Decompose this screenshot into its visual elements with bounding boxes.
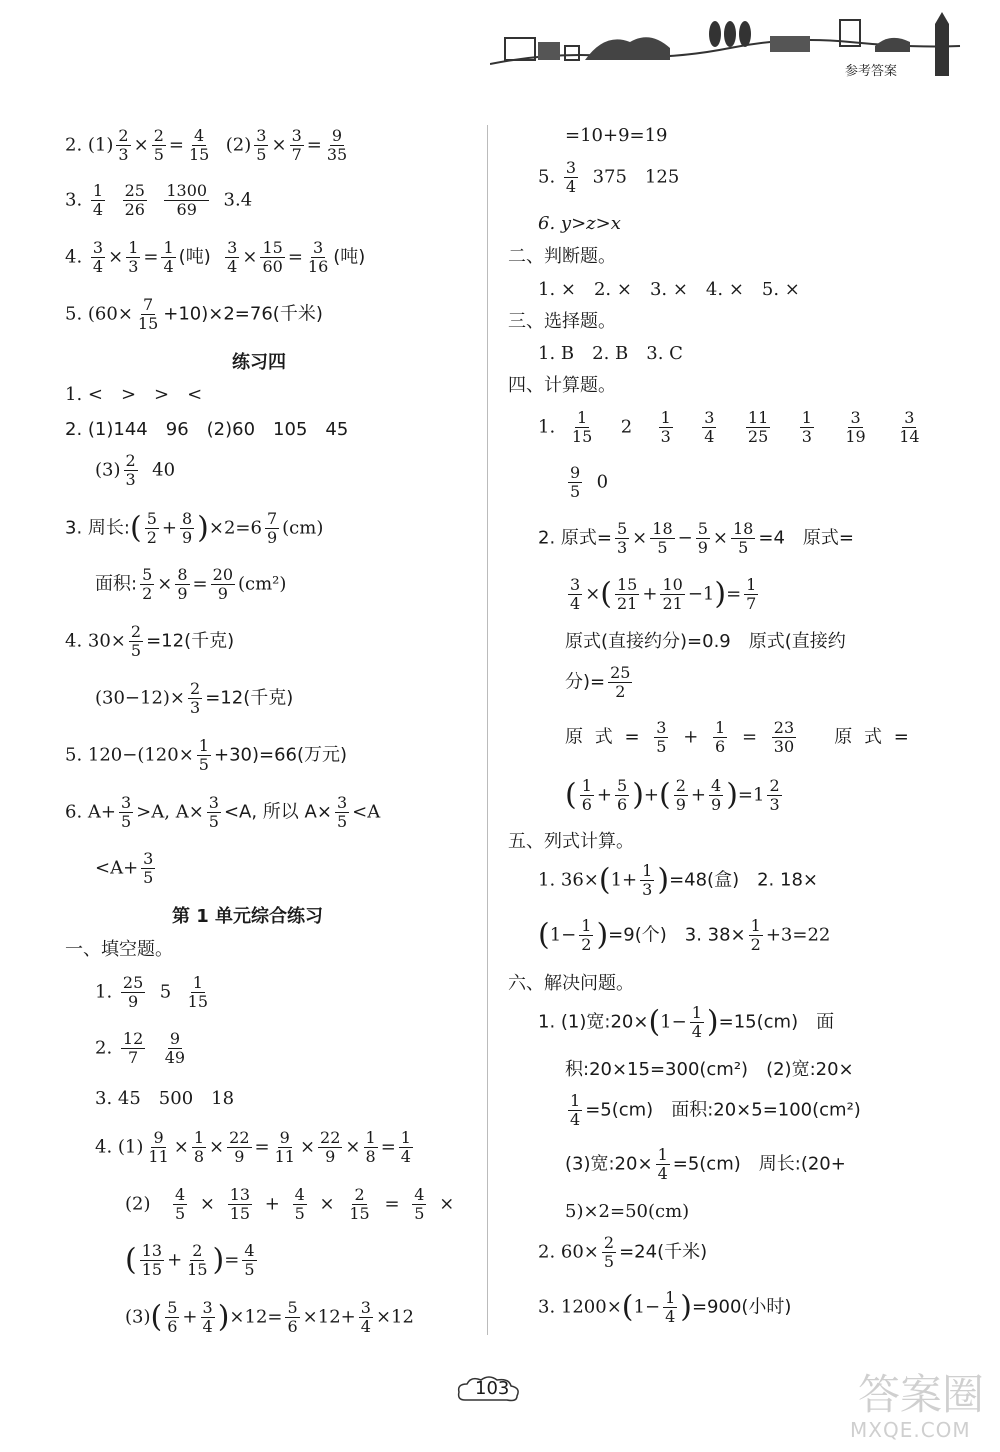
answer-line: 3. $\frac{1}{4}$ $\frac{25}{26}$ $\frac{1300}{69}$ 3.4 — [65, 181, 253, 219]
fraction: $\frac{7}{15}$ — [137, 295, 159, 333]
fraction: $\frac{8}{9}$ — [181, 509, 193, 547]
fraction: $\frac{5}{9}$ — [697, 519, 708, 557]
answer-line: 积:20×15=300(cm²) (2)宽:20× — [565, 1059, 854, 1080]
fraction: $\frac{12}{7}$ — [122, 1029, 144, 1067]
answer-line: <A+ $\frac{3}{5}$ — [95, 849, 154, 887]
answer-line: 2. 原式= $\frac{5}{3}$ × $\frac{18}{5}$ − $\frac{5}{9}$ × $\frac{18}{5}$ =4 原式= — [538, 519, 854, 557]
fraction: $\frac{8}{9}$ — [177, 565, 188, 603]
fraction: $\frac{3}{14}$ — [899, 408, 920, 446]
fraction: $\frac{4}{5}$ — [414, 1185, 425, 1223]
fraction: $\frac{2}{15}$ — [349, 1185, 370, 1223]
fraction: $\frac{5}{6}$ — [617, 776, 628, 814]
fraction: $\frac{5}{2}$ — [146, 509, 157, 547]
fraction: $\frac{22}{9}$ — [320, 1128, 341, 1166]
fraction: $\frac{5}{2}$ — [142, 565, 153, 603]
fraction: $\frac{2}{9}$ — [675, 776, 686, 814]
fraction: $\frac{1}{6}$ — [581, 776, 592, 814]
answer-line: 2. 60× $\frac{2}{5}$ =24(千米) — [538, 1233, 708, 1271]
subsection-heading: 五、列式计算。 — [508, 831, 634, 852]
fraction: $\frac{22}{9}$ — [229, 1128, 250, 1166]
fraction: $\frac{15}{21}$ — [617, 575, 638, 613]
fraction: $\frac{25}{26}$ — [124, 181, 145, 219]
answer-line: 面积: $\frac{5}{2}$ × $\frac{8}{9}$ = $\frac{20}{9}$ (cm²) — [95, 565, 287, 603]
fraction: $\frac{1}{4}$ — [570, 1091, 581, 1129]
answer-line: $\frac{3}{4}$ ×( $\frac{15}{21}$ + $\frac{10}{21}$ −1)= $\frac{1}{7}$ — [570, 575, 757, 613]
answer-line: =10+9=19 — [565, 125, 668, 146]
fraction: $\frac{4}{9}$ — [711, 776, 722, 814]
fraction: $\frac{1}{15}$ — [571, 408, 593, 446]
column-divider — [487, 125, 488, 1335]
answer-line: 3. 45 500 18 — [95, 1088, 235, 1109]
answer-line: 2. (1) $\frac{2}{3}$ × $\frac{2}{5}$ = $\frac{4}{15}$ (2) $\frac{3}{5}$ × $\frac{3}{7}$ = $\frac{9}{35}$ — [65, 126, 348, 164]
fraction: $\frac{1}{8}$ — [365, 1128, 376, 1166]
fraction: $\frac{9}{11}$ — [148, 1128, 169, 1166]
answer-line: 原 式 = $\frac{3}{5}$ + $\frac{1}{6}$ = $\frac{23}{30}$ 原 式 = — [565, 718, 909, 756]
fraction: $\frac{3}{4}$ — [227, 238, 238, 276]
fraction: $\frac{1}{6}$ — [715, 718, 726, 756]
fraction: $\frac{5}{6}$ — [287, 1298, 298, 1336]
answer-line: (3)宽:20× $\frac{1}{4}$ =5(cm) 周长:(20+ — [565, 1145, 846, 1183]
answer-line: 1. (1)宽:20×(1− $\frac{1}{4}$ )=15(cm) 面 — [538, 1003, 835, 1041]
answer-line: 5. (60× $\frac{7}{15}$ +10)×2=76(千米) — [65, 295, 323, 333]
answer-line: 4. 30× $\frac{2}{5}$ =12(千克) — [65, 622, 235, 660]
text: 2. (1) — [65, 134, 114, 156]
answer-line: 5. 120−(120× $\frac{1}{5}$ +30)=66(万元) — [65, 736, 348, 774]
subsection-heading: 二、判断题。 — [508, 246, 616, 267]
answer-line: 6. y>z>x — [538, 213, 621, 234]
fraction: $\frac{1}{5}$ — [198, 736, 209, 774]
fraction: $\frac{23}{30}$ — [773, 718, 795, 756]
fraction: $\frac{13}{15}$ — [229, 1185, 251, 1223]
answer-line: 2. $\frac{12}{7}$ $\frac{9}{49}$ — [95, 1029, 186, 1067]
fraction: $\frac{1300}{69}$ — [166, 181, 208, 219]
subsection-heading: 三、选择题。 — [508, 311, 616, 332]
fraction: $\frac{2}{3}$ — [118, 126, 129, 164]
fraction: $\frac{3}{4}$ — [202, 1298, 213, 1336]
answer-line: 1. B 2. B 3. C — [538, 343, 683, 364]
fraction: $\frac{2}{15}$ — [187, 1241, 208, 1279]
answer-line: $\frac{1}{4}$ =5(cm) 面积:20×5=100(cm²) — [570, 1091, 861, 1129]
fraction: $\frac{1}{4}$ — [657, 1145, 668, 1183]
watermark — [850, 1362, 990, 1447]
fraction: $\frac{2}{3}$ — [125, 451, 136, 489]
fraction: $\frac{1}{8}$ — [193, 1128, 205, 1166]
fraction: $\frac{7}{9}$ — [266, 509, 278, 547]
subsection-heading: 六、解决问题。 — [508, 973, 634, 994]
fraction: $\frac{1}{2}$ — [581, 916, 592, 954]
fraction: $\frac{3}{19}$ — [845, 408, 866, 446]
watermark-site: MXQE.COM — [850, 1418, 971, 1442]
fraction: $\frac{9}{11}$ — [274, 1128, 295, 1166]
answer-line: 3. 1200×(1− $\frac{1}{4}$ )=900(小时) — [538, 1288, 792, 1326]
fraction: $\frac{1}{4}$ — [163, 238, 174, 276]
answer-line: (3)( $\frac{5}{6}$ + $\frac{3}{4}$ )×12= $\frac{5}{6}$ ×12+ $\frac{3}{4}$ ×12 — [125, 1298, 414, 1336]
answer-line: ( $\frac{1}{6}$ + $\frac{5}{6}$ )+( $\frac{2}{9}$ + $\frac{4}{9}$ )=1 $\frac{2}{3}$ — [565, 776, 780, 814]
fraction: $\frac{3}{5}$ — [336, 793, 348, 831]
fraction: $\frac{18}{5}$ — [652, 519, 673, 557]
fraction: $\frac{1}{7}$ — [746, 575, 757, 613]
fraction: $\frac{3}{5}$ — [256, 126, 267, 164]
answer-line: 1. 36×(1+ $\frac{1}{3}$ )=48(盒) 2. 18× — [538, 861, 818, 899]
fraction: $\frac{1}{3}$ — [642, 861, 653, 899]
fraction: $\frac{1}{4}$ — [665, 1288, 676, 1326]
fraction: $\frac{15}{60}$ — [262, 238, 283, 276]
answer-line: 原式(直接约分)=0.9 原式(直接约 — [565, 631, 846, 652]
fraction: $\frac{25}{9}$ — [122, 973, 144, 1011]
fraction: $\frac{1}{4}$ — [400, 1128, 411, 1166]
fraction: $\frac{9}{5}$ — [570, 463, 581, 501]
answer-line: ( $\frac{13}{15}$ + $\frac{2}{15}$ )= $\frac{4}{5}$ — [125, 1241, 255, 1279]
answer-line: 1. × 2. × 3. × 4. × 5. × — [538, 279, 800, 300]
fraction: $\frac{2}{3}$ — [769, 776, 780, 814]
answer-line: $\frac{9}{5}$ 0 — [570, 463, 609, 501]
answer-line: (2) $\frac{4}{5}$ × $\frac{13}{15}$ + $\frac{4}{5}$ × $\frac{2}{15}$ = $\frac{4}{5}$ × — [125, 1185, 455, 1223]
answer-line: 4. (1) $\frac{9}{11}$ × $\frac{1}{8}$ × $\frac{22}{9}$ = $\frac{9}{11}$ × $\frac{22}{9}$ × $\frac{1}{8}$ = $\frac{1}{4}$ — [95, 1128, 411, 1166]
subsection-heading: 四、计算题。 — [508, 375, 616, 396]
fraction: $\frac{4}{15}$ — [188, 126, 210, 164]
fraction: $\frac{3}{4}$ — [704, 408, 715, 446]
answer-line: 5. $\frac{3}{4}$ 375 125 — [538, 158, 680, 196]
answer-line: 1. $\frac{25}{9}$ 5 $\frac{1}{15}$ — [95, 973, 208, 1011]
fraction: $\frac{11}{25}$ — [747, 408, 769, 446]
fraction: $\frac{2}{5}$ — [153, 126, 164, 164]
fraction: $\frac{1}{2}$ — [750, 916, 761, 954]
fraction: $\frac{10}{21}$ — [662, 575, 683, 613]
fraction: $\frac{1}{3}$ — [660, 408, 671, 446]
answer-line: (1− $\frac{1}{2}$ )=9(个) 3. 38× $\frac{1}{2}$ +3=22 — [538, 916, 831, 954]
answer-line: 6. A+ $\frac{3}{5}$ >A, A× $\frac{3}{5}$ <A, 所以 A× $\frac{3}{5}$ <A — [65, 793, 381, 831]
fraction: $\frac{25}{2}$ — [610, 663, 631, 701]
fraction: $\frac{3}{4}$ — [92, 238, 104, 276]
fraction: $\frac{3}{4}$ — [360, 1298, 371, 1336]
header-skyline-illustration — [490, 12, 970, 92]
fraction: $\frac{9}{35}$ — [326, 126, 348, 164]
fraction: $\frac{3}{5}$ — [143, 849, 154, 887]
answer-line: 4. $\frac{3}{4}$ × $\frac{1}{3}$ = $\frac{1}{4}$ (吨) $\frac{3}{4}$ × $\frac{15}{60}$ = $\frac{3}{16}$ (吨) — [65, 238, 366, 276]
fraction: $\frac{2}{3}$ — [190, 679, 201, 717]
answer-line: (3) $\frac{2}{3}$ 40 — [95, 451, 176, 489]
fraction: $\frac{1}{3}$ — [801, 408, 812, 446]
fraction: $\frac{3}{5}$ — [656, 718, 667, 756]
fraction: $\frac{1}{15}$ — [187, 973, 208, 1011]
fraction: $\frac{5}{3}$ — [616, 519, 628, 557]
fraction: $\frac{13}{15}$ — [141, 1241, 163, 1279]
fraction: $\frac{4}{5}$ — [244, 1241, 255, 1279]
fraction: $\frac{3}{16}$ — [307, 238, 329, 276]
fraction: $\frac{5}{6}$ — [167, 1298, 178, 1336]
fraction: $\frac{3}{5}$ — [208, 793, 219, 831]
watermark-logo: 答案圈 — [858, 1370, 985, 1419]
fraction: $\frac{3}{5}$ — [120, 793, 132, 831]
page-number: 103 — [455, 1372, 525, 1406]
fraction: $\frac{1}{3}$ — [128, 238, 139, 276]
section-heading: 第 1 单元综合练习 — [172, 906, 324, 927]
answer-line: (30−12)× $\frac{2}{3}$ =12(千克) — [95, 679, 294, 717]
header-label: 参考答案 — [845, 64, 898, 79]
fraction: $\frac{9}{49}$ — [164, 1029, 186, 1067]
fraction: $\frac{4}{5}$ — [294, 1185, 305, 1223]
fraction: $\frac{1}{4}$ — [691, 1003, 702, 1041]
section-heading: 练习四 — [232, 352, 286, 373]
fraction: $\frac{4}{5}$ — [174, 1185, 186, 1223]
fraction: $\frac{2}{5}$ — [130, 622, 142, 660]
answer-line: 5)×2=50(cm) — [565, 1201, 690, 1222]
answer-line: 1. $\frac{1}{15}$ 2 $\frac{1}{3}$ $\frac{3}{4}$ $\frac{11}{25}$ $\frac{1}{3}$ $\frac{3}{19}$ $\frac{3}{14}$ — [538, 408, 920, 446]
answer-line: 分)= $\frac{25}{2}$ — [565, 663, 631, 701]
fraction: $\frac{2}{5}$ — [603, 1233, 615, 1271]
subsection-heading: 一、填空题。 — [65, 939, 173, 960]
fraction: $\frac{18}{5}$ — [733, 519, 754, 557]
answer-line: 2. (1)144 96 (2)60 105 45 — [65, 419, 349, 440]
fraction: $\frac{3}{4}$ — [565, 158, 577, 196]
answer-line: 1. < > > < — [65, 384, 203, 405]
fraction: $\frac{1}{4}$ — [92, 181, 104, 219]
fraction: $\frac{20}{9}$ — [212, 565, 233, 603]
answer-line: 3. 周长:( $\frac{5}{2}$ + $\frac{8}{9}$ )×2=6 $\frac{7}{9}$ (cm) — [65, 509, 324, 547]
fraction: $\frac{3}{7}$ — [291, 126, 302, 164]
fraction: $\frac{3}{4}$ — [570, 575, 581, 613]
